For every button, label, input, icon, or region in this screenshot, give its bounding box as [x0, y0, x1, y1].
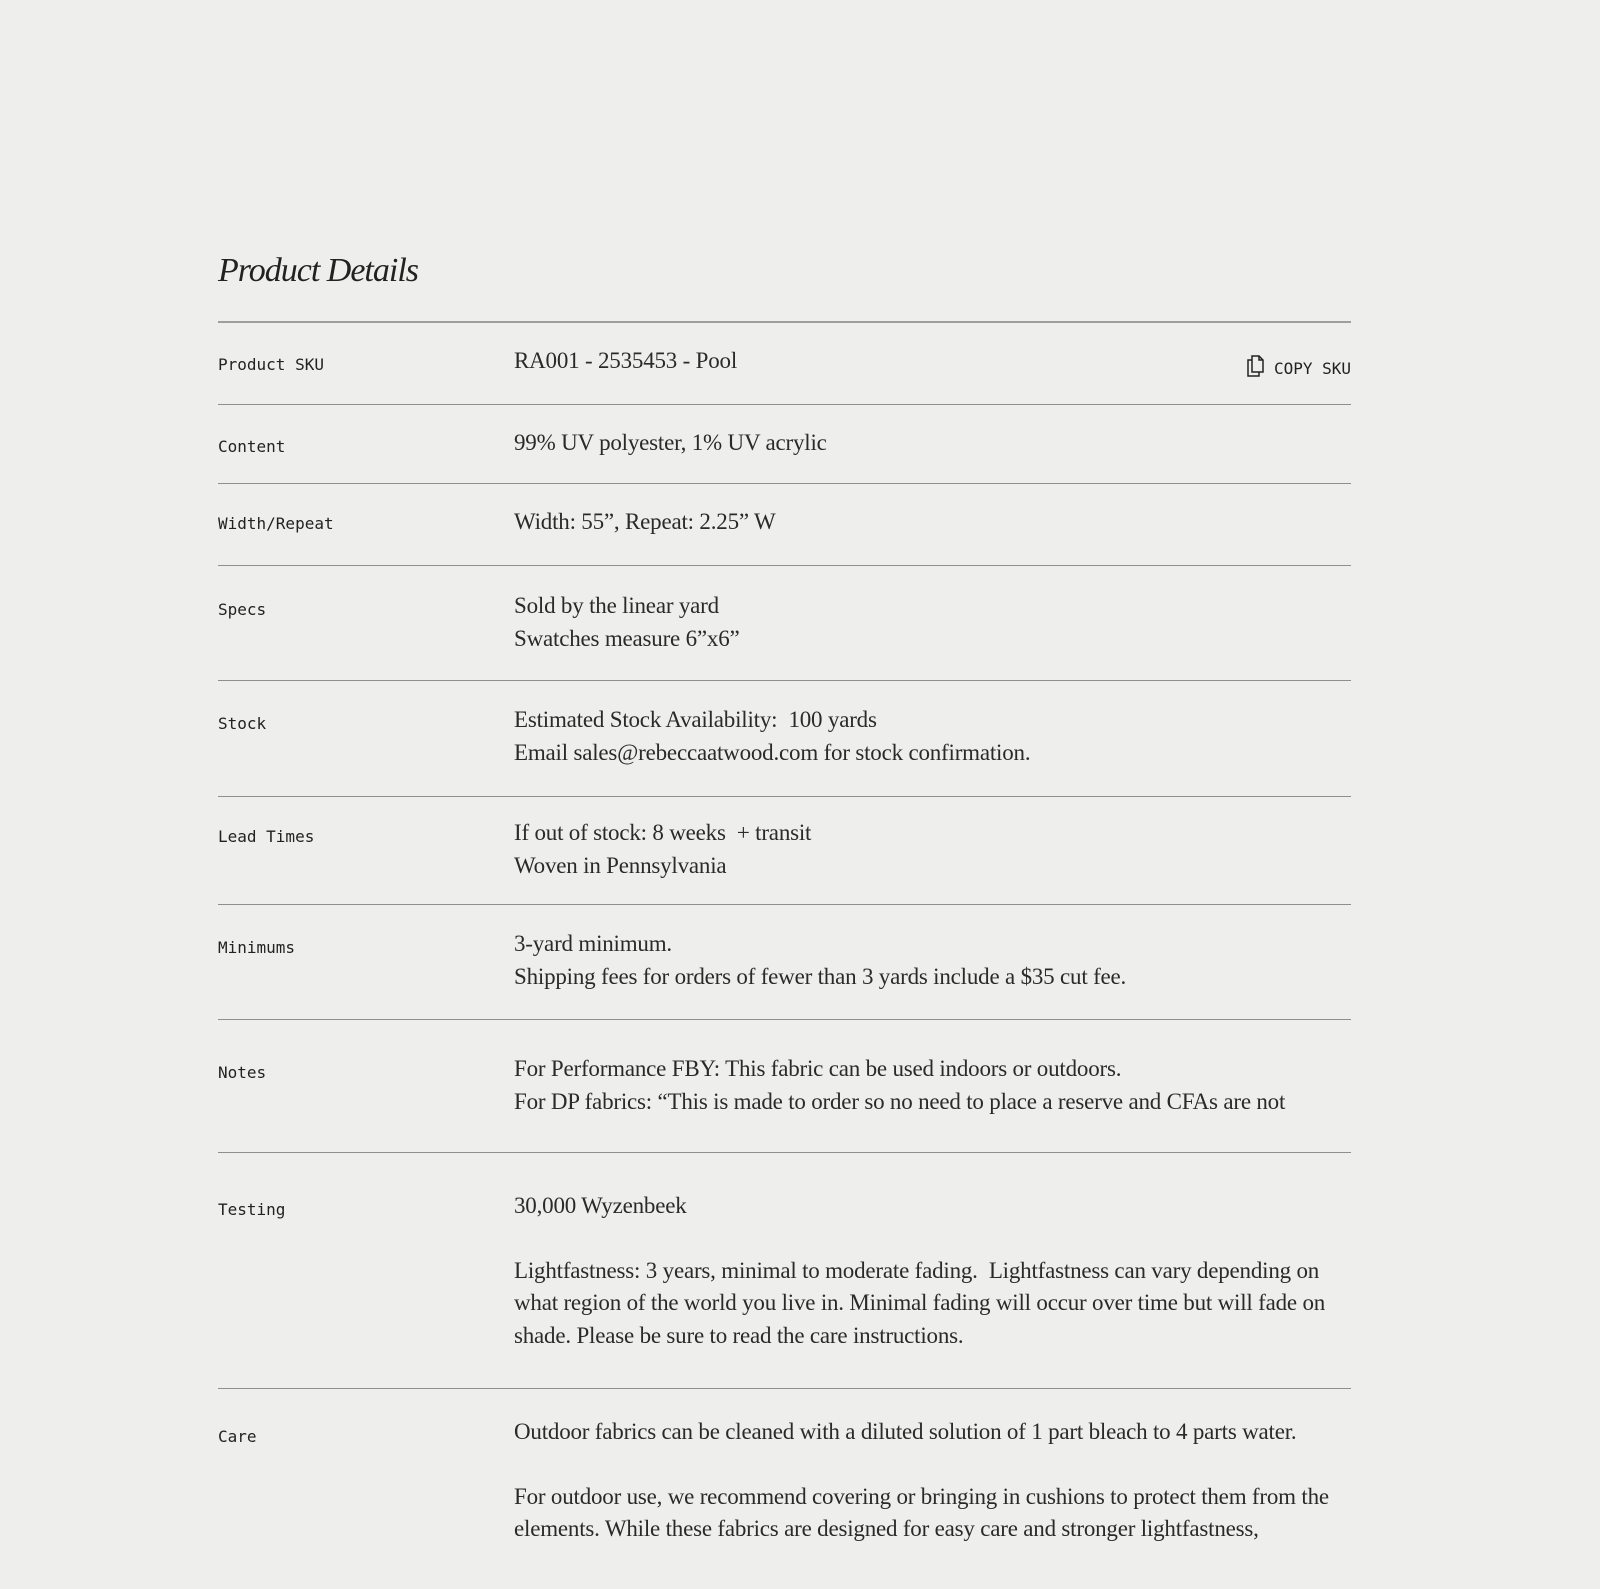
section-title: Product Details [218, 252, 418, 289]
row-value [514, 1020, 1344, 1118]
value-paragraph: Lightfastness: 3 years, minimal to moderate fading. Lightfastness can vary depending on what region of the world you live in. Minimal fading will occur over time but will fade on shade. Please be sure to read the care instructions. [514, 1257, 1331, 1348]
value-paragraph: For outdoor use, we recommend covering or bringing in cushions to protect them from the elements. While these fabrics are designed for easy care and stronger lightfastness, [514, 1483, 1329, 1541]
copy-sku-label: COPY SKU [1273, 358, 1351, 378]
row-product-sku [218, 323, 1351, 405]
row-value [514, 323, 1344, 378]
value-line: 99% UV polyester, 1% UV acrylic [514, 430, 827, 455]
row-width-repeat [218, 484, 1351, 566]
row-value [514, 1389, 1344, 1546]
value-line: 30,000 Wyzenbeek [514, 1193, 687, 1218]
row-value [514, 1153, 1344, 1352]
details-table [218, 321, 1351, 1589]
row-notes [218, 1020, 1351, 1153]
value-line: Sold by the linear yard [514, 593, 719, 618]
row-label: Stock [218, 714, 267, 733]
row-value [514, 405, 1344, 460]
row-minimums [218, 905, 1351, 1020]
value-line: Shipping fees for orders of fewer than 3 yards include a $35 cut fee. [514, 963, 1127, 989]
row-label: Width/Repeat [218, 514, 334, 533]
row-value [514, 566, 1344, 655]
sku-value: RA001 - 2535453 - Pool [514, 348, 738, 373]
row-value [514, 681, 1344, 769]
copy-icon [1246, 355, 1266, 381]
row-lead-times [218, 797, 1351, 905]
row-value [514, 905, 1344, 993]
row-label: Minimums [218, 938, 296, 957]
value-line: Woven in Pennsylvania [514, 852, 727, 878]
row-label: Product SKU [218, 355, 324, 374]
value-line: If out of stock: 8 weeks + transit [514, 820, 812, 845]
value-line: Estimated Stock Availability: 100 yards [514, 707, 877, 732]
value-line: For DP fabrics: “This is made to order so no need to place a reserve and CFAs are not [514, 1088, 1286, 1114]
row-label: Care [218, 1427, 257, 1446]
value-line: Swatches measure 6”x6” [514, 625, 740, 651]
row-label: Content [218, 437, 286, 456]
row-label: Lead Times [218, 827, 315, 846]
value-line: Width: 55”, Repeat: 2.25” W [514, 509, 776, 534]
row-label: Specs [218, 600, 267, 619]
copy-sku-button[interactable] [1246, 355, 1351, 381]
value-line: For Performance FBY: This fabric can be used indoors or outdoors. [514, 1056, 1122, 1081]
row-value [514, 797, 1344, 882]
row-specs [218, 566, 1351, 681]
row-stock [218, 681, 1351, 797]
row-label: Testing [218, 1200, 286, 1219]
row-care [218, 1389, 1351, 1589]
row-value [514, 484, 1344, 539]
row-testing [218, 1153, 1351, 1389]
row-content [218, 405, 1351, 484]
row-label: Notes [218, 1063, 267, 1082]
value-line: Email sales@rebeccaatwood.com for stock confirmation. [514, 739, 1031, 765]
value-line: 3-yard minimum. [514, 931, 672, 956]
value-line: Outdoor fabrics can be cleaned with a diluted solution of 1 part bleach to 4 parts water. [514, 1419, 1297, 1444]
